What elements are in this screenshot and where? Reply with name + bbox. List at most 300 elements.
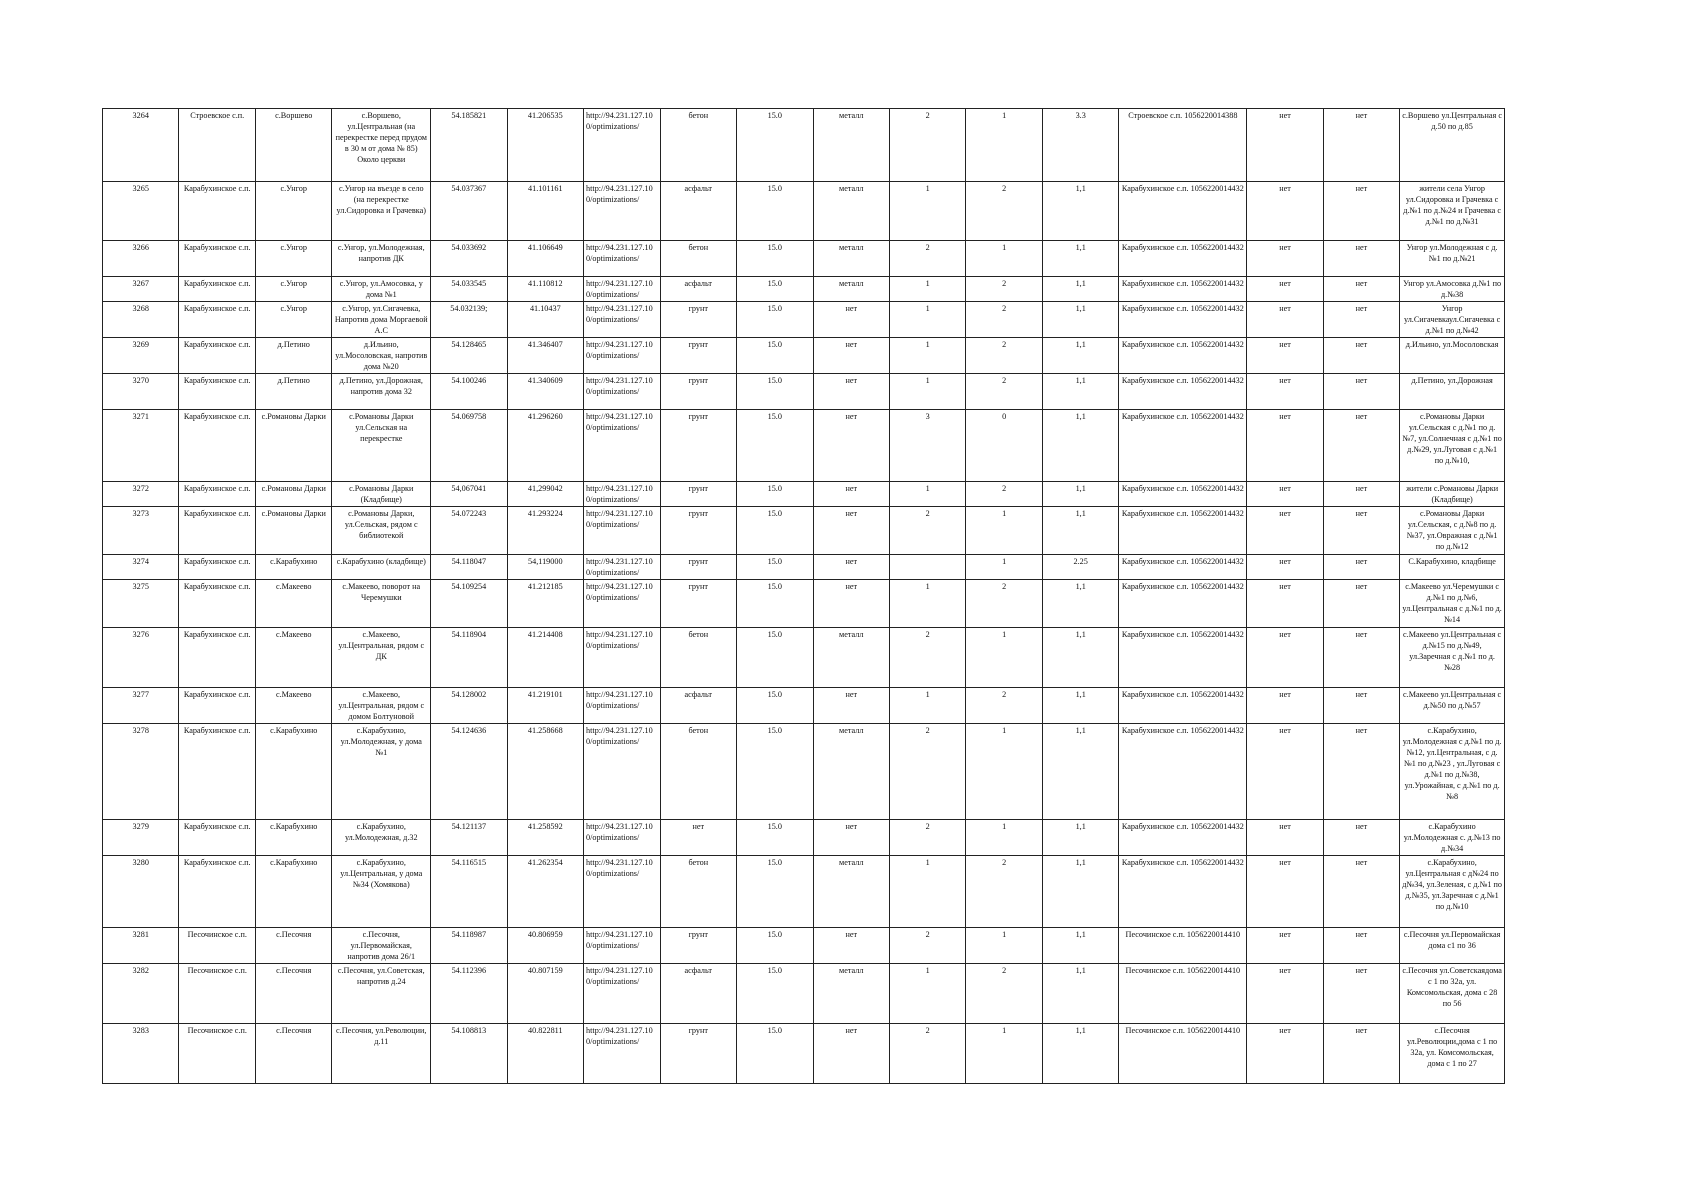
- cell-record-number: 3271: [103, 410, 179, 482]
- cell-area: 15.0: [737, 856, 813, 928]
- cell-served-objects: с.Макеево ул.Центральная с д.№50 по д.№57: [1400, 688, 1505, 724]
- cell-served-objects: жители села Унгор ул.Сидоровка и Грачевка с д.№1 по д.№24 и Грачевка с д.№1 по д.№31: [1400, 182, 1505, 241]
- cell-url[interactable]: http://94.231.127.10 0/optimizations/: [584, 374, 660, 410]
- cell-location-address: д.Ильино, ул.Мосоловская, напротив дома №20: [332, 338, 431, 374]
- cell-owner: Карабухинское с.п. 1056220014432: [1119, 302, 1247, 338]
- cell-container-count-b: 2: [966, 374, 1042, 410]
- cell-longitude: 41.101161: [507, 182, 583, 241]
- cell-url[interactable]: http://94.231.127.10 0/optimizations/: [584, 410, 660, 482]
- cell-separate-collection: нет: [1247, 964, 1323, 1024]
- cell-served-objects: жители с.Романовы Дарки (Кладбище): [1400, 482, 1505, 507]
- cell-owner: Карабухинское с.п. 1056220014432: [1119, 241, 1247, 277]
- cell-locality: с.Макеево: [255, 580, 331, 628]
- cell-container-count-a: 1: [889, 302, 965, 338]
- cell-separate-collection: нет: [1247, 1024, 1323, 1084]
- table-row: [103, 182, 1505, 241]
- cell-container-count-b: 1: [966, 109, 1042, 182]
- cell-volume: 1,1: [1042, 410, 1118, 482]
- cell-longitude: 41,299042: [507, 482, 583, 507]
- cell-owner: Карабухинское с.п. 1056220014432: [1119, 580, 1247, 628]
- cell-volume: 1,1: [1042, 724, 1118, 820]
- cell-container-count-b: 2: [966, 302, 1042, 338]
- cell-latitude: 54.128002: [431, 688, 507, 724]
- cell-url[interactable]: http://94.231.127.10 0/optimizations/: [584, 724, 660, 820]
- cell-locality: с.Песочня: [255, 964, 331, 1024]
- cell-served-objects: с.Песочня ул.Советскаядома с 1 по 32а, ул. Комсомольская, дома с 28 по 56: [1400, 964, 1505, 1024]
- cell-bunker: нет: [1323, 928, 1399, 964]
- cell-served-objects: с.Романовы Дарки ул.Сельская с д.№1 по д.№7, ул.Солнечная с д.№1 по д.№29, ул.Луговая с д.№1 по д.№10,: [1400, 410, 1505, 482]
- cell-url[interactable]: http://94.231.127.10 0/optimizations/: [584, 241, 660, 277]
- cell-location-address: с.Песочня, ул.Революции, д.11: [332, 1024, 431, 1084]
- cell-locality: с.Карабухино: [255, 856, 331, 928]
- cell-surface-type: грунт: [660, 410, 736, 482]
- cell-locality: с.Унгор: [255, 302, 331, 338]
- table-row: [103, 374, 1505, 410]
- cell-bunker: нет: [1323, 688, 1399, 724]
- cell-surface-type: бетон: [660, 856, 736, 928]
- cell-surface-type: асфальт: [660, 182, 736, 241]
- cell-latitude: 54.112396: [431, 964, 507, 1024]
- cell-area: 15.0: [737, 507, 813, 555]
- cell-url[interactable]: http://94.231.127.10 0/optimizations/: [584, 555, 660, 580]
- cell-container-count-a: 1: [889, 580, 965, 628]
- table-row: [103, 928, 1505, 964]
- cell-container-count-a: 1: [889, 482, 965, 507]
- cell-longitude: 41.293224: [507, 507, 583, 555]
- cell-location-address: с.Карабухино, ул.Молодежная, д.32: [332, 820, 431, 856]
- cell-latitude: 54.032139;: [431, 302, 507, 338]
- cell-area: 15.0: [737, 555, 813, 580]
- cell-owner: Карабухинское с.п. 1056220014432: [1119, 338, 1247, 374]
- cell-fence-material: металл: [813, 724, 889, 820]
- cell-volume: 1,1: [1042, 277, 1118, 302]
- cell-owner: Карабухинское с.п. 1056220014432: [1119, 856, 1247, 928]
- cell-latitude: 54.118987: [431, 928, 507, 964]
- table-row: [103, 482, 1505, 507]
- cell-locality: с.Романовы Дарки: [255, 410, 331, 482]
- cell-record-number: 3266: [103, 241, 179, 277]
- table-row: [103, 241, 1505, 277]
- cell-served-objects: с.Песочня ул.Первомайская дома с1 по 36: [1400, 928, 1505, 964]
- cell-volume: 1,1: [1042, 928, 1118, 964]
- cell-fence-material: металл: [813, 856, 889, 928]
- cell-container-count-a: 2: [889, 628, 965, 688]
- cell-longitude: 41.258668: [507, 724, 583, 820]
- cell-fence-material: нет: [813, 580, 889, 628]
- cell-separate-collection: нет: [1247, 555, 1323, 580]
- cell-area: 15.0: [737, 182, 813, 241]
- cell-url[interactable]: http://94.231.127.10 0/optimizations/: [584, 277, 660, 302]
- cell-bunker: нет: [1323, 410, 1399, 482]
- cell-container-count-b: 2: [966, 964, 1042, 1024]
- cell-location-address: с.Романовы Дарки ул.Сельская на перекрестке: [332, 410, 431, 482]
- cell-separate-collection: нет: [1247, 374, 1323, 410]
- cell-fence-material: нет: [813, 507, 889, 555]
- cell-locality: с.Макеево: [255, 628, 331, 688]
- cell-area: 15.0: [737, 277, 813, 302]
- cell-record-number: 3274: [103, 555, 179, 580]
- cell-longitude: 40.807159: [507, 964, 583, 1024]
- cell-record-number: 3269: [103, 338, 179, 374]
- cell-volume: 3.3: [1042, 109, 1118, 182]
- cell-container-count-b: 2: [966, 856, 1042, 928]
- table-row: [103, 580, 1505, 628]
- cell-locality: с.Романовы Дарки: [255, 507, 331, 555]
- cell-locality: с.Романовы Дарки: [255, 482, 331, 507]
- table-row: [103, 507, 1505, 555]
- cell-fence-material: нет: [813, 374, 889, 410]
- cell-longitude: 40.806959: [507, 928, 583, 964]
- cell-record-number: 3279: [103, 820, 179, 856]
- cell-container-count-b: 1: [966, 1024, 1042, 1084]
- cell-container-count-a: 1: [889, 964, 965, 1024]
- cell-owner: Строевское с.п. 1056220014388: [1119, 109, 1247, 182]
- cell-container-count-a: 1: [889, 856, 965, 928]
- cell-served-objects: д.Петино, ул.Дорожная: [1400, 374, 1505, 410]
- cell-bunker: нет: [1323, 109, 1399, 182]
- cell-area: 15.0: [737, 580, 813, 628]
- cell-served-objects: Унгор ул.Молодежная с д.№1 по д.№21: [1400, 241, 1505, 277]
- cell-container-count-a: 2: [889, 820, 965, 856]
- cell-container-count-b: 1: [966, 507, 1042, 555]
- cell-latitude: 54.116515: [431, 856, 507, 928]
- cell-url[interactable]: http://94.231.127.10 0/optimizations/: [584, 302, 660, 338]
- cell-longitude: 41.206535: [507, 109, 583, 182]
- table-row: [103, 109, 1505, 182]
- cell-latitude: 54,067041: [431, 482, 507, 507]
- cell-container-count-a: 2: [889, 928, 965, 964]
- cell-area: 15.0: [737, 109, 813, 182]
- cell-settlement: Карабухинское с.п.: [179, 410, 255, 482]
- cell-latitude: 54.124636: [431, 724, 507, 820]
- table-row: [103, 724, 1505, 820]
- cell-url[interactable]: http://94.231.127.10 0/optimizations/: [584, 580, 660, 628]
- cell-separate-collection: нет: [1247, 856, 1323, 928]
- cell-owner: Карабухинское с.п. 1056220014432: [1119, 507, 1247, 555]
- cell-surface-type: грунт: [660, 1024, 736, 1084]
- cell-container-count-a: 1: [889, 688, 965, 724]
- cell-locality: с.Песочня: [255, 1024, 331, 1084]
- cell-latitude: 54.037367: [431, 182, 507, 241]
- cell-longitude: 54,119000: [507, 555, 583, 580]
- cell-volume: 1,1: [1042, 628, 1118, 688]
- table-row: [103, 277, 1505, 302]
- cell-surface-type: грунт: [660, 507, 736, 555]
- cell-served-objects: С.Карабухино, кладбище: [1400, 555, 1505, 580]
- cell-volume: 1,1: [1042, 820, 1118, 856]
- cell-area: 15.0: [737, 688, 813, 724]
- cell-volume: 1,1: [1042, 338, 1118, 374]
- cell-surface-type: грунт: [660, 928, 736, 964]
- cell-owner: Карабухинское с.п. 1056220014432: [1119, 820, 1247, 856]
- cell-latitude: 54.072243: [431, 507, 507, 555]
- cell-bunker: нет: [1323, 482, 1399, 507]
- cell-surface-type: грунт: [660, 338, 736, 374]
- cell-longitude: 41.212185: [507, 580, 583, 628]
- cell-fence-material: нет: [813, 555, 889, 580]
- cell-volume: 1,1: [1042, 580, 1118, 628]
- cell-settlement: Карабухинское с.п.: [179, 374, 255, 410]
- cell-container-count-b: 2: [966, 688, 1042, 724]
- cell-url[interactable]: http://94.231.127.10 0/optimizations/: [584, 628, 660, 688]
- cell-settlement: Карабухинское с.п.: [179, 507, 255, 555]
- cell-bunker: нет: [1323, 338, 1399, 374]
- cell-longitude: 41.10437: [507, 302, 583, 338]
- cell-served-objects: с.Карабухино, ул.Центральная с д№24 по д№34, ул.Зеленая, с д.№1 по д.№35, ул.Заречная с д.№1 по д.№10: [1400, 856, 1505, 928]
- cell-separate-collection: нет: [1247, 302, 1323, 338]
- cell-bunker: нет: [1323, 374, 1399, 410]
- cell-owner: Карабухинское с.п. 1056220014432: [1119, 277, 1247, 302]
- cell-longitude: 41.106649: [507, 241, 583, 277]
- cell-record-number: 3278: [103, 724, 179, 820]
- cell-owner: Карабухинское с.п. 1056220014432: [1119, 482, 1247, 507]
- table-row: [103, 302, 1505, 338]
- cell-served-objects: с.Романовы Дарки ул.Сельская, с д.№8 по д.№37, ул.Овражная с д.№1 по д.№12: [1400, 507, 1505, 555]
- cell-area: 15.0: [737, 928, 813, 964]
- cell-volume: 1,1: [1042, 964, 1118, 1024]
- cell-settlement: Карабухинское с.п.: [179, 338, 255, 374]
- cell-location-address: с.Макеево, ул.Центральная, рядом с ДК: [332, 628, 431, 688]
- cell-longitude: 40.822811: [507, 1024, 583, 1084]
- cell-settlement: Карабухинское с.п.: [179, 820, 255, 856]
- cell-locality: д.Петино: [255, 374, 331, 410]
- cell-fence-material: металл: [813, 182, 889, 241]
- cell-container-count-b: 1: [966, 241, 1042, 277]
- cell-separate-collection: нет: [1247, 182, 1323, 241]
- cell-container-count-a: [889, 555, 965, 580]
- cell-latitude: 54.118047: [431, 555, 507, 580]
- cell-settlement: Карабухинское с.п.: [179, 182, 255, 241]
- cell-record-number: 3282: [103, 964, 179, 1024]
- cell-location-address: с.Унгор на въезде в село (на перекрестке ул.Сидоровка и Грачевка): [332, 182, 431, 241]
- cell-url[interactable]: http://94.231.127.10 0/optimizations/: [584, 928, 660, 964]
- cell-owner: Карабухинское с.п. 1056220014432: [1119, 628, 1247, 688]
- cell-settlement: Песочинское с.п.: [179, 964, 255, 1024]
- cell-container-count-b: 2: [966, 580, 1042, 628]
- cell-url[interactable]: http://94.231.127.10 0/optimizations/: [584, 482, 660, 507]
- cell-owner: Песочинское с.п. 1056220014410: [1119, 928, 1247, 964]
- cell-fence-material: металл: [813, 964, 889, 1024]
- cell-location-address: с.Воршево, ул.Центральная (на перекрестке перед прудом в 30 м от дома № 85) Около церкви: [332, 109, 431, 182]
- cell-longitude: 41.340609: [507, 374, 583, 410]
- cell-separate-collection: нет: [1247, 482, 1323, 507]
- cell-longitude: 41.219101: [507, 688, 583, 724]
- cell-container-count-a: 1: [889, 182, 965, 241]
- cell-served-objects: с.Песочня ул.Революции,дома с 1 по 32а, ул. Комсомольская, дома с 1 по 27: [1400, 1024, 1505, 1084]
- cell-latitude: 54.069758: [431, 410, 507, 482]
- cell-surface-type: грунт: [660, 482, 736, 507]
- cell-area: 15.0: [737, 338, 813, 374]
- cell-container-count-a: 2: [889, 241, 965, 277]
- cell-volume: 1,1: [1042, 182, 1118, 241]
- cell-separate-collection: нет: [1247, 820, 1323, 856]
- cell-fence-material: нет: [813, 820, 889, 856]
- cell-served-objects: д.Ильино, ул.Мосоловская: [1400, 338, 1505, 374]
- cell-bunker: нет: [1323, 555, 1399, 580]
- cell-fence-material: металл: [813, 277, 889, 302]
- cell-location-address: с.Песочня, ул.Советская, напротив д.24: [332, 964, 431, 1024]
- cell-longitude: 41.110812: [507, 277, 583, 302]
- cell-record-number: 3268: [103, 302, 179, 338]
- cell-settlement: Песочинское с.п.: [179, 928, 255, 964]
- cell-url[interactable]: http://94.231.127.10 0/optimizations/: [584, 856, 660, 928]
- cell-surface-type: грунт: [660, 555, 736, 580]
- cell-location-address: с.Макеево, ул.Центральная, рядом с домом Болтуновой: [332, 688, 431, 724]
- cell-owner: Карабухинское с.п. 1056220014432: [1119, 555, 1247, 580]
- cell-fence-material: нет: [813, 410, 889, 482]
- cell-location-address: с.Карабухино, ул.Молодежная, у дома №1: [332, 724, 431, 820]
- cell-volume: 1,1: [1042, 1024, 1118, 1084]
- table-row: [103, 338, 1505, 374]
- cell-record-number: 3264: [103, 109, 179, 182]
- cell-record-number: 3277: [103, 688, 179, 724]
- table-row: [103, 688, 1505, 724]
- cell-settlement: Карабухинское с.п.: [179, 688, 255, 724]
- table-row: [103, 820, 1505, 856]
- cell-location-address: с.Унгор, ул.Молодежная, напротив ДК: [332, 241, 431, 277]
- cell-separate-collection: нет: [1247, 724, 1323, 820]
- cell-record-number: 3270: [103, 374, 179, 410]
- cell-owner: Песочинское с.п. 1056220014410: [1119, 1024, 1247, 1084]
- cell-settlement: Карабухинское с.п.: [179, 482, 255, 507]
- cell-area: 15.0: [737, 410, 813, 482]
- cell-surface-type: бетон: [660, 628, 736, 688]
- cell-bunker: нет: [1323, 820, 1399, 856]
- cell-served-objects: с.Карабухино, ул.Молодежная с д.№1 по д.№12, ул.Центральная, с д.№1 по д.№23 , ул.Луговая с д.№1 по д.№38, ул.Урожайная, с д.№1 по д.№8: [1400, 724, 1505, 820]
- cell-container-count-b: 1: [966, 928, 1042, 964]
- cell-settlement: Карабухинское с.п.: [179, 241, 255, 277]
- cell-owner: Карабухинское с.п. 1056220014432: [1119, 182, 1247, 241]
- cell-locality: с.Макеево: [255, 688, 331, 724]
- cell-surface-type: грунт: [660, 302, 736, 338]
- cell-volume: 1,1: [1042, 302, 1118, 338]
- cell-url[interactable]: http://94.231.127.10 0/optimizations/: [584, 820, 660, 856]
- cell-container-count-b: 2: [966, 338, 1042, 374]
- cell-owner: Карабухинское с.п. 1056220014432: [1119, 688, 1247, 724]
- cell-location-address: с.Романовы Дарки, ул.Сельская, рядом с библиотекой: [332, 507, 431, 555]
- cell-area: 15.0: [737, 482, 813, 507]
- cell-served-objects: с.Макеево ул.Черемушки с д.№1 по д.№6, ул.Центральная с д.№1 по д.№14: [1400, 580, 1505, 628]
- cell-surface-type: асфальт: [660, 964, 736, 1024]
- cell-volume: 1,1: [1042, 688, 1118, 724]
- cell-location-address: с.Песочня, ул.Первомайская, напротив дома 26/1: [332, 928, 431, 964]
- cell-separate-collection: нет: [1247, 928, 1323, 964]
- cell-bunker: нет: [1323, 507, 1399, 555]
- cell-url[interactable]: http://94.231.127.10 0/optimizations/: [584, 109, 660, 182]
- cell-url[interactable]: http://94.231.127.10 0/optimizations/: [584, 1024, 660, 1084]
- cell-settlement: Строевское с.п.: [179, 109, 255, 182]
- cell-surface-type: бетон: [660, 109, 736, 182]
- cell-url[interactable]: http://94.231.127.10 0/optimizations/: [584, 507, 660, 555]
- registry-table: [102, 108, 1505, 1084]
- cell-fence-material: нет: [813, 928, 889, 964]
- cell-locality: с.Карабухино: [255, 724, 331, 820]
- cell-record-number: 3276: [103, 628, 179, 688]
- cell-owner: Песочинское с.п. 1056220014410: [1119, 964, 1247, 1024]
- cell-container-count-a: 3: [889, 410, 965, 482]
- cell-surface-type: асфальт: [660, 277, 736, 302]
- cell-longitude: 41.262354: [507, 856, 583, 928]
- cell-separate-collection: нет: [1247, 580, 1323, 628]
- cell-separate-collection: нет: [1247, 688, 1323, 724]
- cell-container-count-b: 0: [966, 410, 1042, 482]
- cell-fence-material: нет: [813, 302, 889, 338]
- cell-volume: 1,1: [1042, 507, 1118, 555]
- cell-volume: 1,1: [1042, 482, 1118, 507]
- cell-longitude: 41.258592: [507, 820, 583, 856]
- cell-container-count-b: 1: [966, 724, 1042, 820]
- cell-container-count-b: 1: [966, 820, 1042, 856]
- cell-settlement: Карабухинское с.п.: [179, 277, 255, 302]
- cell-area: 15.0: [737, 964, 813, 1024]
- cell-bunker: нет: [1323, 724, 1399, 820]
- table-row: [103, 555, 1505, 580]
- cell-bunker: нет: [1323, 856, 1399, 928]
- cell-owner: Карабухинское с.п. 1056220014432: [1119, 410, 1247, 482]
- cell-url[interactable]: http://94.231.127.10 0/optimizations/: [584, 338, 660, 374]
- cell-locality: с.Унгор: [255, 277, 331, 302]
- cell-url[interactable]: http://94.231.127.10 0/optimizations/: [584, 182, 660, 241]
- cell-surface-type: асфальт: [660, 688, 736, 724]
- cell-bunker: нет: [1323, 964, 1399, 1024]
- cell-locality: с.Унгор: [255, 182, 331, 241]
- cell-area: 15.0: [737, 302, 813, 338]
- cell-record-number: 3275: [103, 580, 179, 628]
- cell-locality: с.Песочня: [255, 928, 331, 964]
- cell-separate-collection: нет: [1247, 507, 1323, 555]
- table-row: [103, 964, 1505, 1024]
- cell-location-address: д.Петино, ул.Дорожная, напротив дома 32: [332, 374, 431, 410]
- cell-locality: с.Воршево: [255, 109, 331, 182]
- cell-url[interactable]: http://94.231.127.10 0/optimizations/: [584, 688, 660, 724]
- cell-separate-collection: нет: [1247, 338, 1323, 374]
- cell-fence-material: нет: [813, 1024, 889, 1084]
- cell-bunker: нет: [1323, 241, 1399, 277]
- cell-fence-material: нет: [813, 338, 889, 374]
- cell-locality: с.Карабухино: [255, 820, 331, 856]
- cell-settlement: Песочинское с.п.: [179, 1024, 255, 1084]
- cell-locality: д.Петино: [255, 338, 331, 374]
- cell-fence-material: металл: [813, 628, 889, 688]
- cell-url[interactable]: http://94.231.127.10 0/optimizations/: [584, 964, 660, 1024]
- cell-container-count-a: 1: [889, 374, 965, 410]
- cell-record-number: 3283: [103, 1024, 179, 1084]
- cell-served-objects: с.Карабухино ул.Молодежная с. д.№13 по д.№34: [1400, 820, 1505, 856]
- cell-bunker: нет: [1323, 1024, 1399, 1084]
- cell-locality: с.Карабухино: [255, 555, 331, 580]
- cell-longitude: 41.296260: [507, 410, 583, 482]
- cell-settlement: Карабухинское с.п.: [179, 580, 255, 628]
- cell-container-count-b: 2: [966, 182, 1042, 241]
- cell-location-address: с.Романовы Дарки (Кладбище): [332, 482, 431, 507]
- cell-fence-material: металл: [813, 109, 889, 182]
- cell-separate-collection: нет: [1247, 410, 1323, 482]
- cell-container-count-a: 2: [889, 507, 965, 555]
- cell-area: 15.0: [737, 374, 813, 410]
- table-row: [103, 628, 1505, 688]
- cell-settlement: Карабухинское с.п.: [179, 856, 255, 928]
- cell-container-count-a: 1: [889, 338, 965, 374]
- cell-area: 15.0: [737, 820, 813, 856]
- cell-longitude: 41.214408: [507, 628, 583, 688]
- cell-settlement: Карабухинское с.п.: [179, 724, 255, 820]
- cell-longitude: 41.346407: [507, 338, 583, 374]
- cell-settlement: Карабухинское с.п.: [179, 302, 255, 338]
- cell-separate-collection: нет: [1247, 241, 1323, 277]
- table-row: [103, 856, 1505, 928]
- cell-latitude: 54.128465: [431, 338, 507, 374]
- cell-served-objects: Унгор ул.Сигачевкаул.Сигачевка с д.№1 по д.№42: [1400, 302, 1505, 338]
